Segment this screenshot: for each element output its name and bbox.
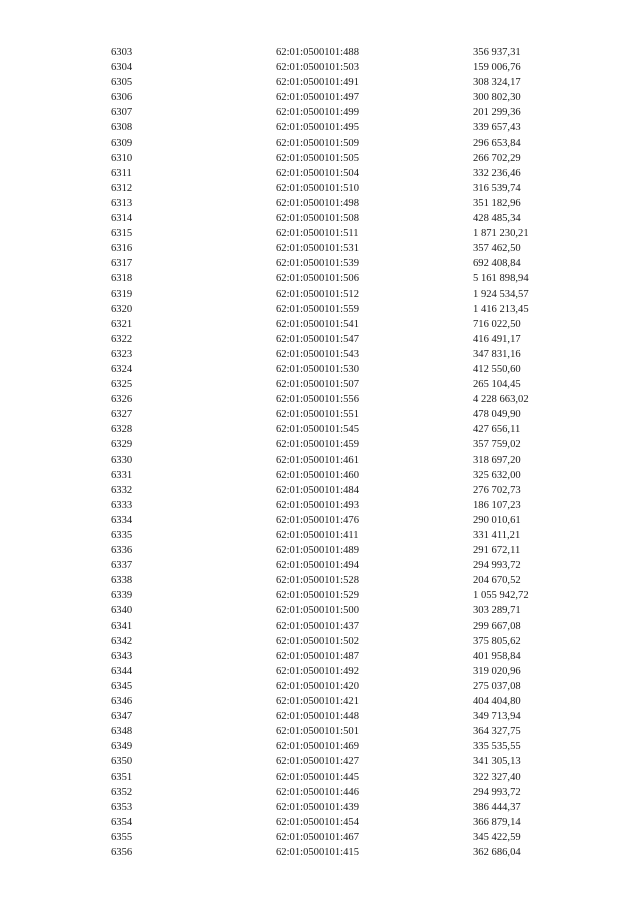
row-number: 6329 [111, 439, 133, 451]
cadastral-number: 62:01:0500101:489 [276, 545, 359, 557]
row-number: 6342 [111, 635, 133, 647]
row-number: 6331 [111, 469, 133, 481]
row-number: 6306 [111, 92, 133, 104]
table-row [0, 377, 640, 392]
row-number: 6317 [111, 258, 133, 270]
row-number: 6345 [111, 680, 133, 692]
cadastral-value: 345 422,59 [473, 831, 521, 843]
row-number: 6304 [111, 62, 133, 74]
cadastral-number: 62:01:0500101:427 [276, 756, 359, 768]
table-row [0, 830, 640, 845]
row-number: 6335 [111, 530, 133, 541]
row-number: 6315 [111, 228, 133, 240]
cadastral-number: 62:01:0500101:545 [276, 424, 359, 436]
cadastral-value: 322 327,40 [473, 771, 521, 783]
table-row [0, 800, 640, 815]
cadastral-value: 275 037,08 [473, 680, 521, 692]
row-number: 6333 [111, 499, 133, 511]
cadastral-number: 62:01:0500101:491 [276, 77, 359, 89]
table-row [0, 287, 640, 302]
cadastral-number: 62:01:0500101:460 [276, 469, 359, 481]
cadastral-value: 325 632,00 [473, 469, 521, 481]
cadastral-number: 62:01:0500101:469 [276, 741, 359, 753]
cadastral-number: 62:01:0500101:556 [276, 394, 359, 406]
row-number: 6334 [111, 514, 133, 526]
row-number: 6355 [111, 831, 133, 843]
row-number: 6343 [111, 650, 133, 662]
row-number: 6309 [111, 137, 133, 149]
cadastral-number: 62:01:0500101:508 [276, 213, 359, 225]
cadastral-value: 303 289,71 [473, 605, 521, 617]
cadastral-value: 296 653,84 [473, 137, 521, 149]
table-row [0, 105, 640, 120]
row-number: 6336 [111, 545, 133, 557]
cadastral-value: 291 672,11 [473, 545, 521, 557]
table-row [0, 513, 640, 528]
cadastral-value: 1 924 534,57 [473, 288, 529, 300]
cadastral-value: 276 702,73 [473, 484, 521, 496]
table-row [0, 709, 640, 724]
cadastral-value: 159 006,76 [473, 62, 521, 74]
row-number: 6303 [111, 47, 133, 58]
row-number: 6351 [111, 771, 133, 783]
row-number: 6346 [111, 696, 133, 708]
cadastral-number: 62:01:0500101:547 [276, 333, 359, 345]
row-number: 6340 [111, 605, 133, 617]
cadastral-value: 1 871 230,21 [473, 228, 529, 240]
table-row [0, 785, 640, 800]
cadastral-value: 366 879,14 [473, 816, 521, 828]
table-row [0, 724, 640, 739]
cadastral-value: 265 104,45 [473, 379, 521, 391]
row-number: 6308 [111, 122, 133, 134]
table-row [0, 468, 640, 483]
cadastral-number: 62:01:0500101:467 [276, 831, 359, 843]
row-number: 6328 [111, 424, 133, 436]
row-number: 6344 [111, 665, 133, 677]
row-number: 6321 [111, 318, 133, 330]
cadastral-number: 62:01:0500101:539 [276, 258, 359, 270]
table-row [0, 271, 640, 286]
cadastral-value: 1 055 942,72 [473, 590, 529, 602]
cadastral-value: 478 049,90 [473, 409, 521, 421]
cadastral-value: 428 485,34 [473, 213, 521, 225]
cadastral-number: 62:01:0500101:499 [276, 107, 359, 119]
cadastral-number: 62:01:0500101:551 [276, 409, 359, 421]
cadastral-number: 62:01:0500101:487 [276, 650, 359, 662]
cadastral-number: 62:01:0500101:528 [276, 575, 359, 587]
table-row [0, 75, 640, 90]
row-number: 6305 [111, 77, 133, 89]
cadastral-value: 427 656,11 [473, 424, 521, 436]
cadastral-value: 300 802,30 [473, 92, 521, 104]
cadastral-number: 62:01:0500101:420 [276, 680, 359, 692]
row-number: 6327 [111, 409, 133, 421]
cadastral-number: 62:01:0500101:484 [276, 484, 359, 496]
cadastral-number: 62:01:0500101:421 [276, 696, 359, 708]
cadastral-value: 351 182,96 [473, 197, 521, 209]
cadastral-number: 62:01:0500101:488 [276, 47, 359, 58]
cadastral-value: 332 236,46 [473, 167, 521, 179]
row-number: 6313 [111, 197, 133, 209]
cadastral-value: 299 667,08 [473, 620, 521, 632]
row-number: 6349 [111, 741, 133, 753]
table-row [0, 634, 640, 649]
table-row [0, 754, 640, 769]
table-row [0, 226, 640, 241]
cadastral-number: 62:01:0500101:437 [276, 620, 359, 632]
cadastral-value: 362 686,04 [473, 846, 521, 858]
cadastral-value: 316 539,74 [473, 182, 521, 194]
table-row [0, 453, 640, 468]
table-row [0, 362, 640, 377]
row-number: 6341 [111, 620, 133, 632]
table-row [0, 543, 640, 558]
row-number: 6312 [111, 182, 133, 194]
row-number: 6337 [111, 560, 133, 572]
cadastral-number: 62:01:0500101:510 [276, 182, 359, 194]
cadastral-number: 62:01:0500101:559 [276, 303, 359, 315]
row-number: 6314 [111, 213, 133, 225]
table-row [0, 196, 640, 211]
cadastral-value: 339 657,43 [473, 122, 521, 134]
cadastral-value: 349 713,94 [473, 711, 521, 723]
table-row [0, 90, 640, 105]
table-row [0, 694, 640, 709]
table-row [0, 603, 640, 618]
cadastral-value: 404 404,80 [473, 696, 521, 708]
cadastral-number: 62:01:0500101:511 [276, 228, 359, 240]
cadastral-number: 62:01:0500101:506 [276, 273, 359, 285]
cadastral-value: 331 411,21 [473, 530, 521, 541]
table-row [0, 181, 640, 196]
cadastral-number: 62:01:0500101:415 [276, 846, 359, 858]
cadastral-number: 62:01:0500101:439 [276, 801, 359, 813]
cadastral-number: 62:01:0500101:495 [276, 122, 359, 134]
table-row [0, 407, 640, 422]
cadastral-value: 308 324,17 [473, 77, 521, 89]
row-number: 6356 [111, 846, 133, 858]
cadastral-number: 62:01:0500101:531 [276, 243, 359, 255]
row-number: 6318 [111, 273, 133, 285]
table-row [0, 166, 640, 181]
row-number: 6307 [111, 107, 133, 119]
row-number: 6347 [111, 711, 133, 723]
cadastral-value: 201 299,36 [473, 107, 521, 119]
table-row [0, 256, 640, 271]
cadastral-value: 386 444,37 [473, 801, 521, 813]
cadastral-number: 62:01:0500101:497 [276, 92, 359, 104]
cadastral-value: 266 702,29 [473, 152, 521, 164]
table-row [0, 558, 640, 573]
table-row [0, 649, 640, 664]
cadastral-value: 294 993,72 [473, 786, 521, 798]
cadastral-number: 62:01:0500101:504 [276, 167, 359, 179]
table-row [0, 679, 640, 694]
cadastral-number: 62:01:0500101:502 [276, 635, 359, 647]
cadastral-number: 62:01:0500101:507 [276, 379, 359, 391]
row-number: 6332 [111, 484, 133, 496]
row-number: 6353 [111, 801, 133, 813]
row-number: 6354 [111, 816, 133, 828]
cadastral-value: 357 759,02 [473, 439, 521, 451]
table-row [0, 664, 640, 679]
cadastral-value: 412 550,60 [473, 363, 521, 375]
table-row [0, 347, 640, 362]
table-row [0, 528, 640, 543]
cadastral-number: 62:01:0500101:445 [276, 771, 359, 783]
cadastral-number: 62:01:0500101:459 [276, 439, 359, 451]
cadastral-value: 364 327,75 [473, 726, 521, 738]
row-number: 6338 [111, 575, 133, 587]
row-number: 6310 [111, 152, 133, 164]
cadastral-number: 62:01:0500101:494 [276, 560, 359, 572]
table-row [0, 845, 640, 860]
cadastral-value: 375 805,62 [473, 635, 521, 647]
cadastral-number: 62:01:0500101:492 [276, 665, 359, 677]
row-number: 6322 [111, 333, 133, 345]
cadastral-number: 62:01:0500101:509 [276, 137, 359, 149]
cadastral-value: 335 535,55 [473, 741, 521, 753]
cadastral-value: 1 416 213,45 [473, 303, 529, 315]
cadastral-number: 62:01:0500101:543 [276, 348, 359, 360]
cadastral-number: 62:01:0500101:446 [276, 786, 359, 798]
row-number: 6326 [111, 394, 133, 406]
table-row [0, 392, 640, 407]
cadastral-number: 62:01:0500101:503 [276, 62, 359, 74]
cadastral-number: 62:01:0500101:476 [276, 514, 359, 526]
cadastral-number: 62:01:0500101:541 [276, 318, 359, 330]
table-row [0, 498, 640, 513]
table-row [0, 211, 640, 226]
cadastral-value: 692 408,84 [473, 258, 521, 270]
cadastral-number: 62:01:0500101:505 [276, 152, 359, 164]
table-row [0, 60, 640, 75]
cadastral-value: 347 831,16 [473, 348, 521, 360]
cadastral-number: 62:01:0500101:512 [276, 288, 359, 300]
cadastral-value: 186 107,23 [473, 499, 521, 511]
cadastral-value: 5 161 898,94 [473, 273, 529, 285]
cadastral-number: 62:01:0500101:498 [276, 197, 359, 209]
cadastral-value: 356 937,31 [473, 47, 521, 58]
row-number: 6319 [111, 288, 133, 300]
cadastral-value: 290 010,61 [473, 514, 521, 526]
cadastral-number: 62:01:0500101:411 [276, 530, 359, 541]
table-row [0, 136, 640, 151]
cadastral-value: 416 491,17 [473, 333, 521, 345]
cadastral-value: 294 993,72 [473, 560, 521, 572]
table-row [0, 483, 640, 498]
row-number: 6325 [111, 379, 133, 391]
cadastral-number: 62:01:0500101:530 [276, 363, 359, 375]
row-number: 6350 [111, 756, 133, 768]
table-row [0, 302, 640, 317]
table-row [0, 815, 640, 830]
table-row [0, 332, 640, 347]
table-row [0, 770, 640, 785]
table-row [0, 573, 640, 588]
row-number: 6324 [111, 363, 133, 375]
cadastral-number: 62:01:0500101:500 [276, 605, 359, 617]
cadastral-number: 62:01:0500101:493 [276, 499, 359, 511]
table-row [0, 619, 640, 634]
cadastral-value: 357 462,50 [473, 243, 521, 255]
table-row [0, 422, 640, 437]
table-row [0, 739, 640, 754]
row-number: 6323 [111, 348, 133, 360]
row-number: 6320 [111, 303, 133, 315]
table-row [0, 317, 640, 332]
data-table [0, 45, 640, 860]
cadastral-number: 62:01:0500101:448 [276, 711, 359, 723]
table-row [0, 241, 640, 256]
row-number: 6339 [111, 590, 133, 602]
cadastral-value: 4 228 663,02 [473, 394, 529, 406]
cadastral-number: 62:01:0500101:529 [276, 590, 359, 602]
table-row [0, 151, 640, 166]
cadastral-number: 62:01:0500101:461 [276, 454, 359, 466]
cadastral-value: 204 670,52 [473, 575, 521, 587]
cadastral-value: 318 697,20 [473, 454, 521, 466]
row-number: 6348 [111, 726, 133, 738]
row-number: 6330 [111, 454, 133, 466]
cadastral-value: 319 020,96 [473, 665, 521, 677]
table-row [0, 437, 640, 452]
cadastral-number: 62:01:0500101:501 [276, 726, 359, 738]
cadastral-number: 62:01:0500101:454 [276, 816, 359, 828]
table-row [0, 45, 640, 60]
cadastral-value: 341 305,13 [473, 756, 521, 768]
row-number: 6311 [111, 167, 132, 179]
cadastral-value: 401 958,84 [473, 650, 521, 662]
cadastral-value: 716 022,50 [473, 318, 521, 330]
row-number: 6352 [111, 786, 133, 798]
row-number: 6316 [111, 243, 133, 255]
table-row [0, 120, 640, 135]
table-row [0, 588, 640, 603]
